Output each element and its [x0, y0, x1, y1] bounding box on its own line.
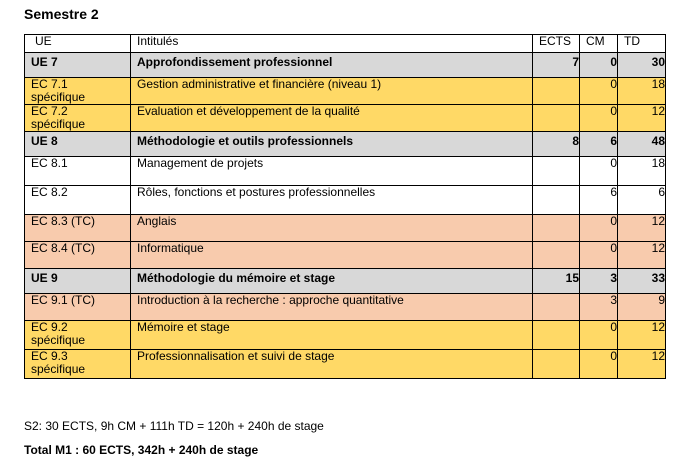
ec-row [25, 186, 666, 215]
cell-code: EC 8.1 [25, 157, 131, 186]
cell-label: Management de projets [131, 157, 533, 186]
header-ects: ECTS [533, 35, 580, 53]
cell-ects: 15 [533, 269, 580, 294]
ec-row [25, 105, 666, 132]
cell-code: UE 8 [25, 132, 131, 157]
cell-td: 9 [618, 294, 666, 321]
cell-cm: 0 [580, 350, 618, 379]
ue-row [25, 132, 666, 157]
total-m1: Total M1 : 60 ECTS, 342h + 240h de stage [24, 443, 259, 457]
semester-summary: S2: 30 ECTS, 9h CM + 111h TD = 120h + 240h de stage [24, 419, 324, 433]
cell-label: Anglais [131, 215, 533, 242]
cell-td: 48 [618, 132, 666, 157]
semester-title: Semestre 2 [24, 6, 99, 22]
ec-row [25, 294, 666, 321]
cell-label: Evaluation et développement de la qualité [131, 105, 533, 132]
ec-row [25, 242, 666, 269]
cell-cm: 0 [580, 321, 618, 350]
ue-row [25, 269, 666, 294]
cell-ects [533, 294, 580, 321]
cell-td: 12 [618, 105, 666, 132]
cell-code: EC 9.1 (TC) [25, 294, 131, 321]
cell-td: 12 [618, 350, 666, 379]
cell-cm: 0 [580, 53, 618, 78]
cell-cm: 0 [580, 157, 618, 186]
cell-code: EC 9.2 spécifique [25, 321, 131, 350]
cell-td: 33 [618, 269, 666, 294]
header-cm: CM [580, 35, 618, 53]
cell-code: UE 9 [25, 269, 131, 294]
cell-ects [533, 105, 580, 132]
cell-td: 12 [618, 215, 666, 242]
cell-code: EC 8.3 (TC) [25, 215, 131, 242]
cell-cm: 0 [580, 215, 618, 242]
header-ue: UE [25, 35, 131, 53]
cell-cm: 6 [580, 132, 618, 157]
cell-ects [533, 215, 580, 242]
ec-row [25, 157, 666, 186]
cell-label: Approfondissement professionnel [131, 53, 533, 78]
cell-cm: 3 [580, 269, 618, 294]
cell-td: 18 [618, 78, 666, 105]
cell-label: Méthodologie du mémoire et stage [131, 269, 533, 294]
cell-code: EC 9.3 spécifique [25, 350, 131, 379]
cell-code: EC 8.4 (TC) [25, 242, 131, 269]
cell-ects: 7 [533, 53, 580, 78]
header-td: TD [618, 35, 666, 53]
cell-label: Introduction à la recherche : approche quantitative [131, 294, 533, 321]
cell-label: Méthodologie et outils professionnels [131, 132, 533, 157]
cell-td: 30 [618, 53, 666, 78]
cell-code: EC 7.1 spécifique [25, 78, 131, 105]
cell-ects [533, 186, 580, 215]
cell-td: 6 [618, 186, 666, 215]
cell-label: Rôles, fonctions et postures professionnelles [131, 186, 533, 215]
curriculum-table [24, 34, 666, 379]
header-intitules: Intitulés [131, 35, 533, 53]
cell-ects: 8 [533, 132, 580, 157]
cell-label: Professionnalisation et suivi de stage [131, 350, 533, 379]
cell-cm: 0 [580, 242, 618, 269]
cell-cm: 6 [580, 186, 618, 215]
cell-code: UE 7 [25, 53, 131, 78]
cell-ects [533, 78, 580, 105]
cell-label: Gestion administrative et financière (niveau 1) [131, 78, 533, 105]
cell-code: EC 8.2 [25, 186, 131, 215]
ec-row [25, 215, 666, 242]
cell-cm: 0 [580, 105, 618, 132]
cell-cm: 0 [580, 78, 618, 105]
ec-row [25, 321, 666, 350]
cell-ects [533, 350, 580, 379]
ec-row [25, 78, 666, 105]
cell-td: 12 [618, 242, 666, 269]
cell-td: 18 [618, 157, 666, 186]
cell-code: EC 7.2 spécifique [25, 105, 131, 132]
cell-ects [533, 321, 580, 350]
cell-td: 12 [618, 321, 666, 350]
cell-label: Informatique [131, 242, 533, 269]
header-row [25, 35, 666, 53]
ue-row [25, 53, 666, 78]
ec-row [25, 350, 666, 379]
cell-ects [533, 242, 580, 269]
cell-cm: 3 [580, 294, 618, 321]
cell-label: Mémoire et stage [131, 321, 533, 350]
cell-ects [533, 157, 580, 186]
